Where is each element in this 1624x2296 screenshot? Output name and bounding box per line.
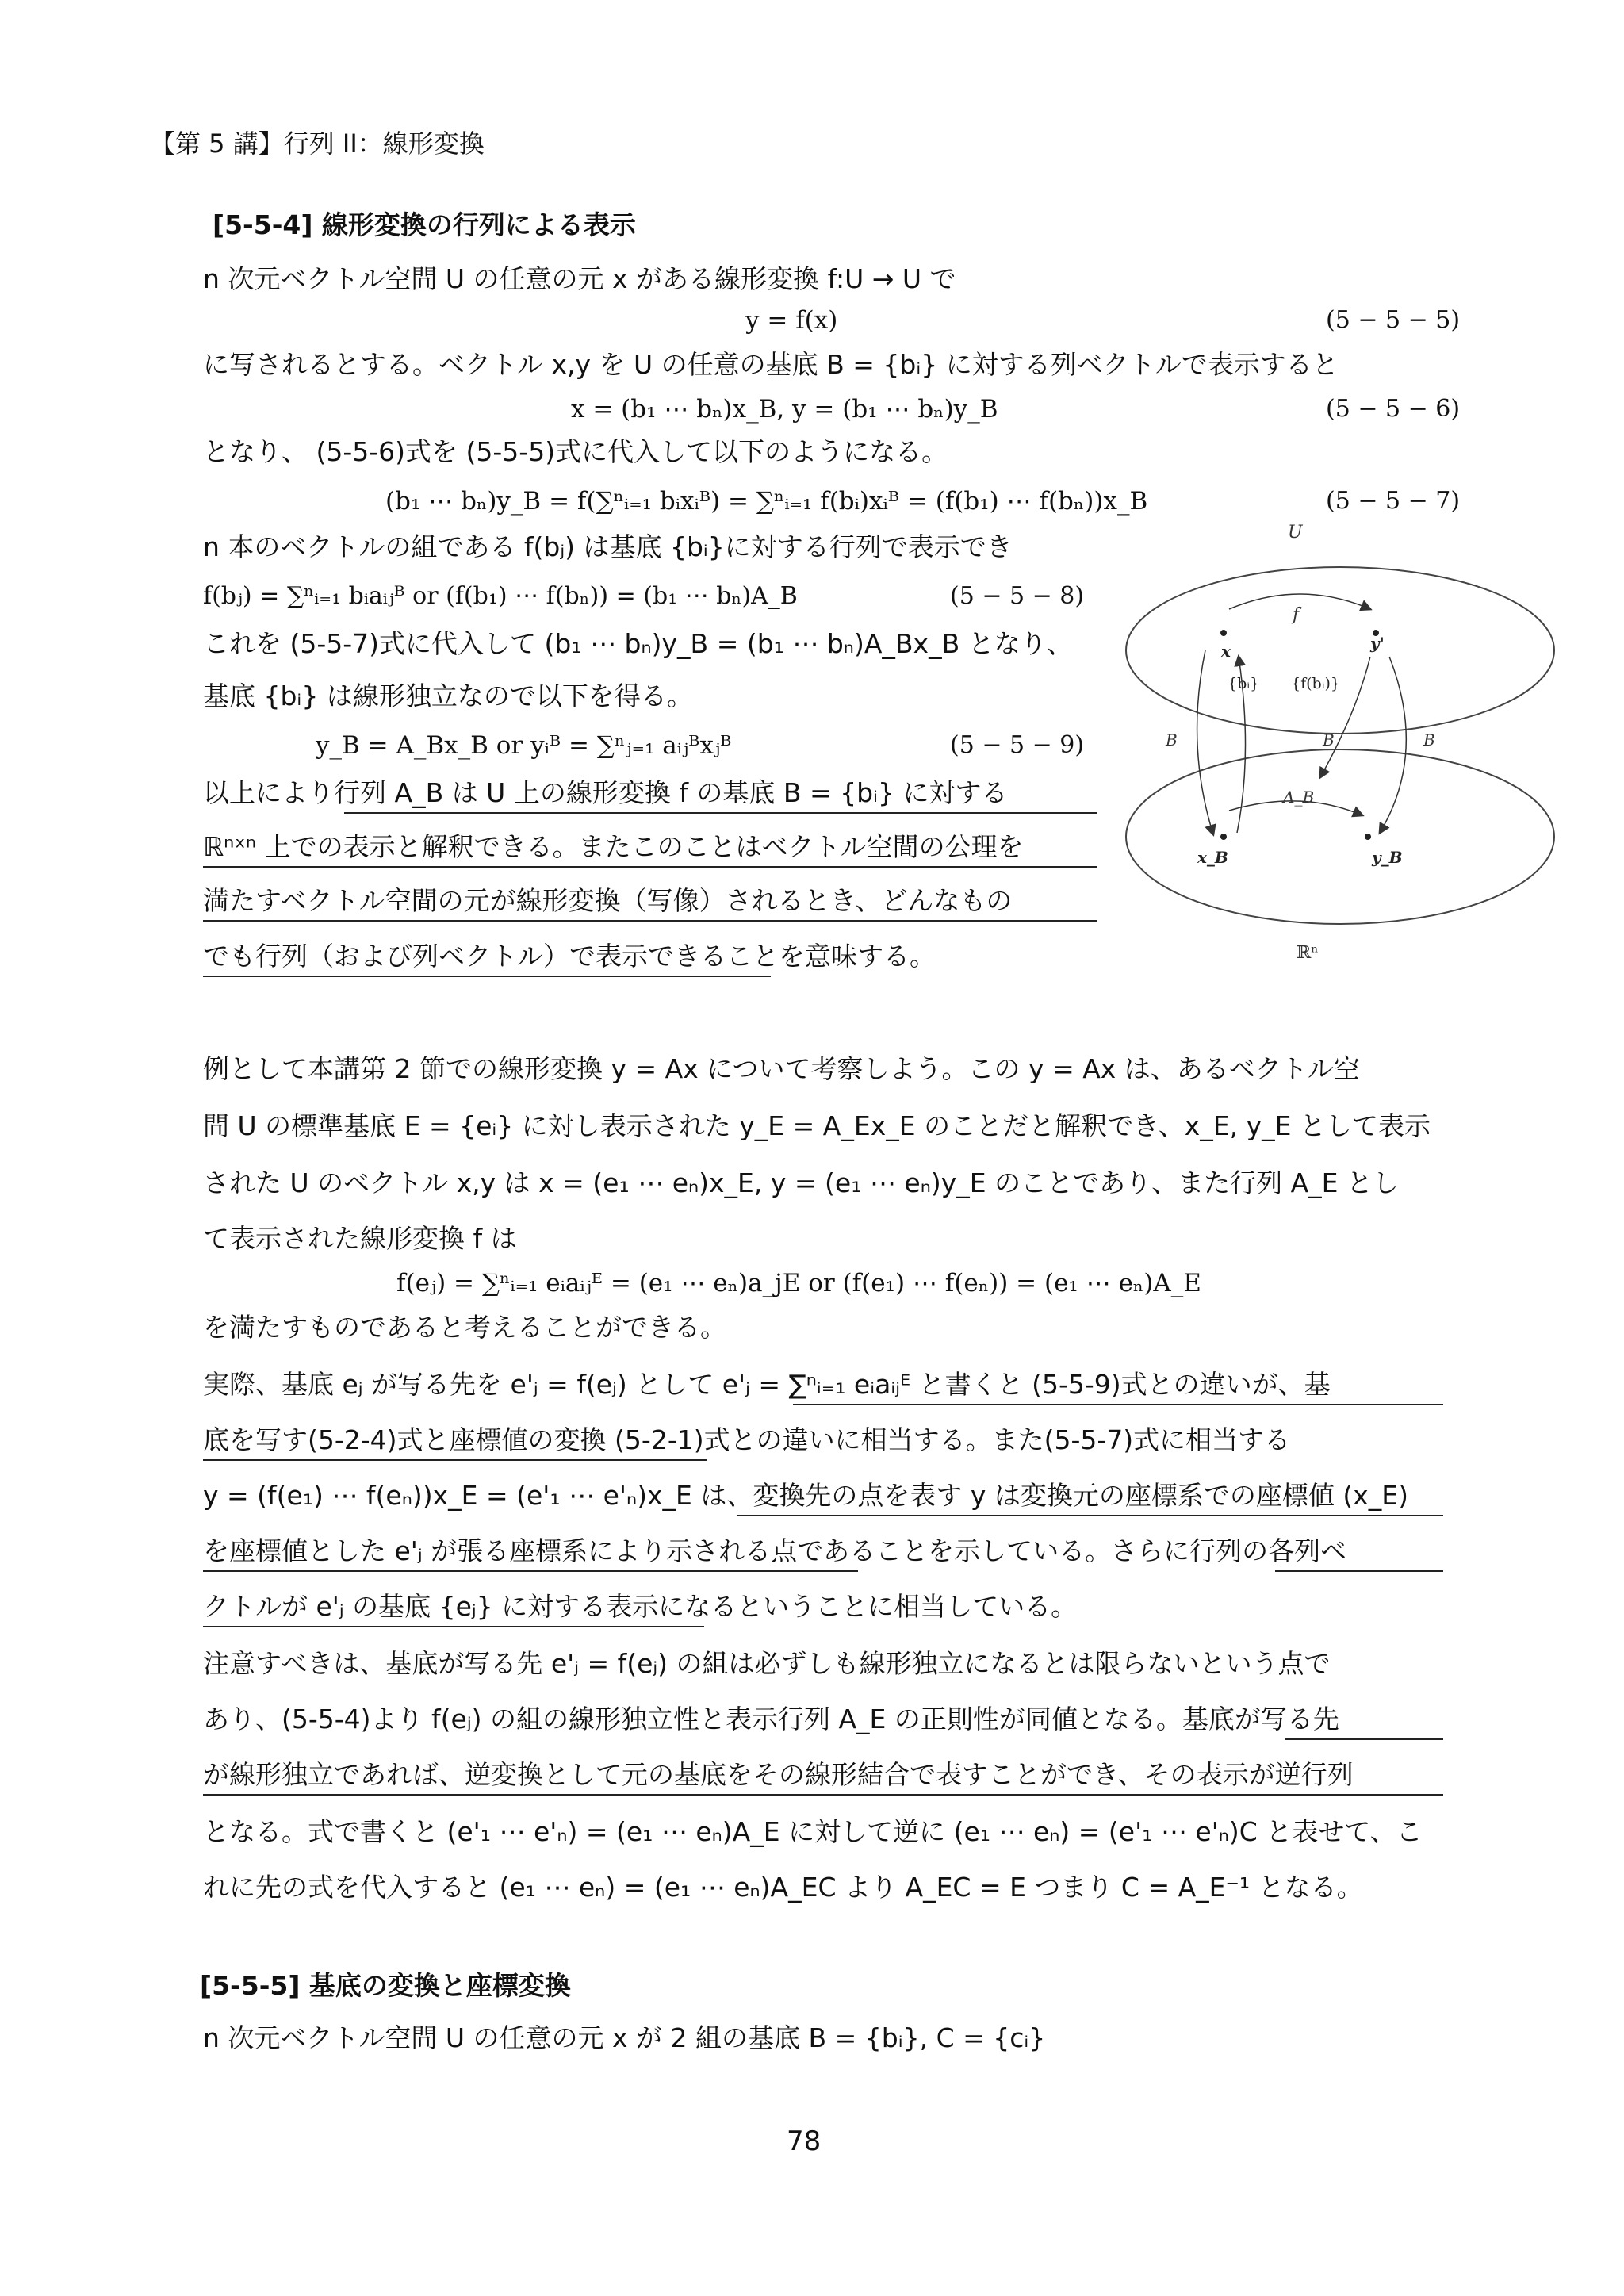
text-line: を座標値とした e'ⱼ が張る座標系により示される点であることを示している。さらに行列の各列ベ <box>203 1535 1347 1566</box>
arrow-f <box>1229 594 1370 609</box>
label-B-right: B <box>1423 730 1435 749</box>
arrow-B-left <box>1197 650 1213 834</box>
arrow-B-right <box>1380 657 1406 833</box>
underline <box>203 1626 704 1627</box>
equation: f(eⱼ) = ∑ⁿᵢ₌₁ eᵢaᵢⱼᴱ = (e₁ ⋯ eₙ)a_jE or (f(e₁) ⋯ f(eₙ)) = (e₁ ⋯ eₙ)A_E <box>396 1269 1201 1297</box>
text-line: 基底 {bᵢ} は線形独立なので以下を得る。 <box>203 680 693 711</box>
equation: (b₁ ⋯ bₙ)y_B = f(∑ⁿᵢ₌₁ bᵢxᵢᴮ) = ∑ⁿᵢ₌₁ f(bᵢ)xᵢᴮ = (f(b₁) ⋯ f(bₙ))x_B <box>385 487 1148 516</box>
text-line: ℝⁿˣⁿ 上での表示と解釈できる。またこのことはベクトル空間の公理を <box>203 831 1024 862</box>
page-header: 【第 5 講】行列 II：線形変換 <box>150 128 485 159</box>
space-Rn-ellipse <box>1126 749 1554 924</box>
text-line: 例として本講第 2 節での線形変換 y = Ax について考察しよう。この y = Ax は、あるベクトル空 <box>203 1053 1360 1084</box>
text-line: 実際、基底 eⱼ が写る先を e'ⱼ = f(eⱼ) として e'ⱼ = ∑ⁿᵢ₌₁ eᵢaᵢⱼᴱ と書くと (5-5-9)式との違いが、基 <box>203 1369 1331 1400</box>
equation: f(bⱼ) = ∑ⁿᵢ₌₁ bᵢaᵢⱼᴮ or (f(b₁) ⋯ f(bₙ)) = (b₁ ⋯ bₙ)A_B <box>203 582 798 610</box>
text-line: が線形独立であれば、逆変換として元の基底をその線形結合で表すことができ、その表示が逆行列 <box>203 1759 1354 1790</box>
text-line: れに先の式を代入すると (e₁ ⋯ eₙ) = (e₁ ⋯ eₙ)A_EC より A_EC = E つまり C = A_E⁻¹ となる。 <box>203 1872 1363 1903</box>
text-line: 底を写す(5-2-4)式と座標値の変換 (5-2-1)式との違いに相当する。また(5-5-7)式に相当する <box>203 1424 1291 1455</box>
text-line: て表示された線形変換 f は <box>203 1223 517 1254</box>
underline <box>737 1515 1443 1516</box>
equation-number: (5 − 5 − 7) <box>1326 487 1461 515</box>
text-line: 以上により行列 A_B は U 上の線形変換 f の基底 B = {bᵢ} に対する <box>203 777 1008 808</box>
text-line: を満たすものであると考えることができる。 <box>203 1312 726 1343</box>
equation-number: (5 − 5 − 6) <box>1326 395 1461 423</box>
text-line: y = (f(e₁) ⋯ f(eₙ))x_E = (e'₁ ⋯ e'ₙ)x_E は、変換先の点を表す y は変換元の座標系での座標値 (x_E) <box>203 1480 1408 1511</box>
label-B-left: B <box>1166 730 1178 749</box>
underline <box>203 976 771 977</box>
label-B-mid: B <box>1323 730 1335 749</box>
equation: y_B = A_Bx_B or yᵢᴮ = ∑ⁿⱼ₌₁ aᵢⱼᴮxⱼᴮ <box>316 731 732 760</box>
underline <box>793 1404 1443 1405</box>
text-line: された U のベクトル x,y は x = (e₁ ⋯ eₙ)x_E, y = (e₁ ⋯ eₙ)y_E のことであり、また行列 A_E とし <box>203 1167 1400 1198</box>
text-line: となり、 (5-5-6)式を (5-5-5)式に代入して以下のようになる。 <box>203 436 948 467</box>
text-line: となる。式で書くと (e'₁ ⋯ e'ₙ) = (e₁ ⋯ eₙ)A_E に対して逆に (e₁ ⋯ eₙ) = (e'₁ ⋯ e'ₙ)C と表せて、こ <box>203 1816 1423 1847</box>
underline <box>203 866 1097 868</box>
equation: x = (b₁ ⋯ bₙ)x_B, y = (b₁ ⋯ bₙ)y_B <box>571 395 998 424</box>
label-f: f <box>1293 605 1300 625</box>
text-line: でも行列（および列ベクトル）で表示できることを意味する。 <box>203 941 936 972</box>
label-bi: {bᵢ} <box>1228 675 1260 692</box>
label-x: x <box>1221 642 1231 661</box>
equation-number: (5 − 5 − 9) <box>950 731 1085 759</box>
text-line: 満たすベクトル空間の元が線形変換（写像）されるとき、どんなもの <box>203 885 1013 916</box>
text-line: n 本のベクトルの組である f(bⱼ) は基底 {bᵢ}に対する行列で表示でき <box>203 531 1013 562</box>
section-title: [5-5-4] 線形変換の行列による表示 <box>213 209 636 240</box>
equation: y = f(x) <box>745 306 838 335</box>
label-Rn: ℝⁿ <box>1297 943 1319 963</box>
equation-number: (5 − 5 − 5) <box>1326 306 1461 334</box>
page-number: 78 <box>787 2125 822 2157</box>
label-fbi: {f(bᵢ)} <box>1291 675 1341 692</box>
text-line: これを (5-5-7)式に代入して (b₁ ⋯ bₙ)y_B = (b₁ ⋯ bₙ)A_Bx_B となり、 <box>203 628 1073 659</box>
label-AB: A_B <box>1283 788 1315 807</box>
underline <box>203 1794 1443 1796</box>
underline <box>203 1570 858 1572</box>
label-xB: x_B <box>1197 848 1228 867</box>
text-line: あり、(5-5-4)より f(eⱼ) の組の線形独立性と表示行列 A_E の正則性が同値となる。基底が写る先 <box>203 1704 1339 1734</box>
underline <box>344 812 1097 814</box>
transformation-diagram <box>1118 516 1562 991</box>
text-line: n 次元ベクトル空間 U の任意の元 x が 2 組の基底 B = {bᵢ}, C = {cᵢ} <box>203 2022 1046 2053</box>
underline <box>203 920 1097 922</box>
underline <box>203 1459 707 1461</box>
text-line: 注意すべきは、基底が写る先 e'ⱼ = f(eⱼ) の組は必ずしも線形独立になるとは限らないという点で <box>203 1648 1331 1679</box>
text-line: に写されるとする。ベクトル x,y を U の任意の基底 B = {bᵢ} に対する列ベクトルで表示すると <box>203 349 1339 380</box>
underline <box>1285 1738 1443 1740</box>
text-line: 間 U の標準基底 E = {eᵢ} に対し表示された y_E = A_Ex_E のことだと解釈でき、x_E, y_E として表示 <box>203 1110 1431 1141</box>
underline <box>1275 1570 1443 1572</box>
label-yB: y_B <box>1372 848 1403 867</box>
section-title: [5-5-5] 基底の変換と座標変換 <box>200 1970 571 2001</box>
text-line: クトルが e'ⱼ の基底 {eⱼ} に対する表示になるということに相当している。 <box>203 1591 1078 1622</box>
label-y: y' <box>1370 634 1385 653</box>
label-U: U <box>1288 523 1303 542</box>
space-U-ellipse <box>1126 567 1554 734</box>
text-line: n 次元ベクトル空間 U の任意の元 x がある線形変換 f:U → U で <box>203 263 956 294</box>
equation-number: (5 − 5 − 8) <box>950 582 1085 610</box>
